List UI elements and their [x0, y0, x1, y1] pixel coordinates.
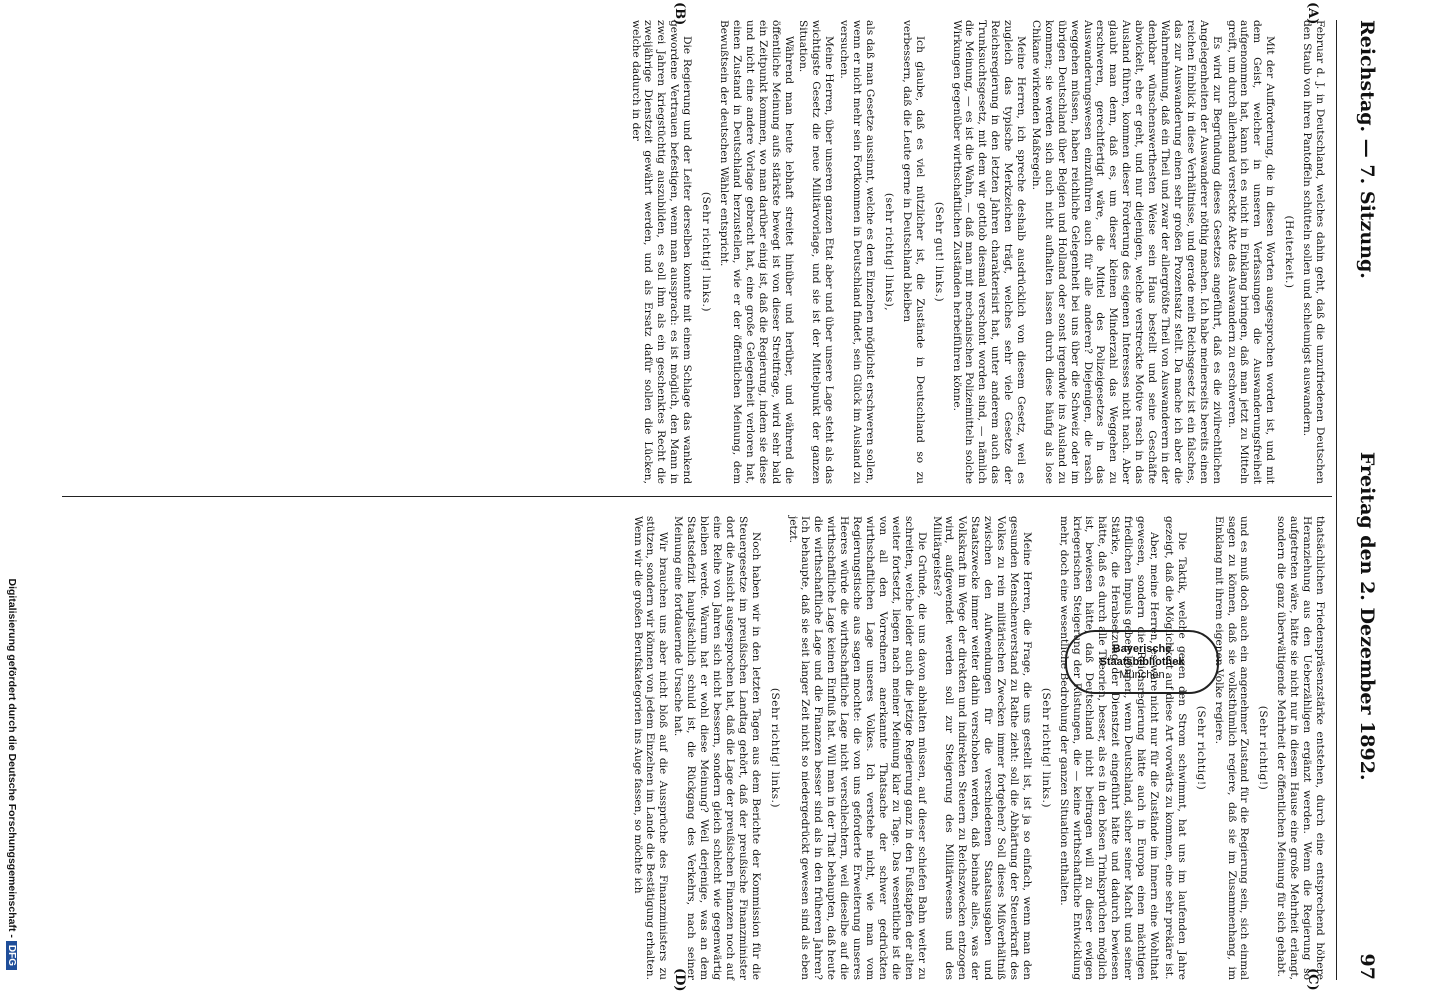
- dfg-badge: DFG: [6, 941, 17, 970]
- header-rule: [1336, 20, 1337, 980]
- right-reaction: (Sehr richtig!): [1194, 705, 1207, 791]
- right-paragraph: Aber, meine Herren, es wäre nicht nur für die Zustände im Innern eine Wohlthat gewesen, sondern die Reichsregierung hätte auch in Europa einen mächtigen friedlichen Impuls geben können, wenn Deutschland, sicher seiner Macht und seiner Stärke, die Herabsetzung der Dienstzeit eingeführt hätte und dadurch bewiesen hätte, daß es durch alle Theorien, besser, als es in den bösen Trinksprüchen möglich ist, bewiesen hätte, daß Deutschland nicht beitragen will zu dieser ewigen kriegerischen Steigerung der Rüstungen, die — keine wirthschaftliche Entwicklung mehr, doch eine wesentliche Bedrohung der ganzen Situation enthalten.: [1057, 516, 1161, 980]
- right-paragraph: Noch haben wir in den letzten Tagen aus dem Berichte der Kommission für die Steuergesetze im preußischen Landtag gehört, daß der preußische Finanzminister dort die Ansicht ausgesprochen hat, daß die Lage der preußischen Finanzen noch auf eine Reihe von Jahren sich nicht bessern, sondern gleich schlecht wie gegenwärtig bleiben werde. Warum hat er wohl diese Meinung? Weil derjenige, was an dem Staatsdefizit hauptsächlich schuld ist, die Rückgang des Verkehrs, nach seiner Meinung eine fortdauernde Ursache hat.: [672, 516, 762, 980]
- right-paragraph: Meine Herren, die Frage, die uns gestellt ist, ist ja so einfach, wenn man den gesunden Menschenverstand zu Rathe zieht: soll die Abhärtung der Steuerkraft des Volkes zu rein militärischen Zwecken immer fortgehen? Soll dieses Mißverhältniß zwischen den Aufwendungen für die verschiedenen Staatsausgaben und Staatszwecke immer weiter dahin verschoben werden, daß beinahe alles, was der Volkskraft im Wege der direkten und indirekten Steuern zu Reichszwecken entzogen wird, aufgewendet werden soll zur Steigerung des Militärwesens und des Militärgeistes?: [930, 516, 1033, 980]
- header-date: Freitag den 2. Dezember 1892.: [1356, 451, 1378, 781]
- column-divider: [62, 496, 1332, 497]
- left-paragraph: Ich glaube, daß es viel nützlicher ist, die Zustände in Deutschland so zu verbessern, daß die Leute gerne in Deutschland bleiben: [900, 20, 926, 484]
- stamp-line-3: München: [1119, 668, 1165, 681]
- left-paragraph: Während man heute lebhaft streitet hinüber und herüber, und während die öffentliche Meinung aufs stärkste bewegt ist von dieser Streitfrage, wird sehr bald ein Zeitpunkt kommen, wo man darüber einig ist, daß die Regierung, indem sie diese und nicht eine andere Vorlage gebracht hat, eine große Gelegenheit verloren hat, einen Zustand in Deutschland herzustellen, wie er der öffentlichen Meinung, dem Bewußtsein der deutschen Wähler entspricht.: [718, 20, 795, 484]
- left-paragraph: Es wird zur Begründung dieses Gesetzes angeführt, daß es die zivilrechtlichen Angelegenheiten der Auswanderer nöthig machen. Ich habe meinerseits bereits einen reichen Einblick in diese Verhältnisse, und gerade mein Reichsgesetz ist ein falsches, das zur Auswanderung einen sehr großen Prozentsatz stellt. Da mache ich aber die Wahrnehmung, daß ein Theil und zwar der allergrößte Theil von Auswanderern in der denkbar wünschenswerthesten Weise sein Haus bestellt und seine Geschäfte abwickelt, ehe er geht, und nur diejenigen, welche verstreckte Motive rasch in das Ausland führen, kommen dieser Forderung des eigenen Interesses nicht nach. Aber glaubt man denn, daß es, um dieser kleinen Minderzahl das Weggehen zu erschweren, gerechtfertigt wäre, die Mittel des Polizeigesetzes in das Auswanderungswesen einzuführen auch für alle anderen? Diejenigen, die rasch weggehen müssen, haben reichliche Gelegenheit bei uns über die Schweiz oder im übrigen Deutschland über Belgien und Holland oder sonst irgendwie ins Ausland zu kommen; sie werden sich auch nicht aufhalten lassen durch diese häufig als lose Chikane wirkenden Maßregeln.: [1029, 20, 1223, 484]
- left-column: [627, 20, 1326, 484]
- stamp-line-2: Staatsbibliothek: [1099, 655, 1185, 668]
- margin-mark-d: (D): [672, 968, 687, 992]
- right-reaction: (Sehr richtig!): [1257, 705, 1270, 791]
- left-paragraph: Die Regierung und der Leiter derselben konnte mit einem Schlage das wankend gewordene Vertrauen befestigen, wenn man aussprach: es ist möglich, den Mann in zwei Jahren kriegstüchtig auszubilden, es soll ihm als ein geschenktes Recht die zweijährige Dienstzeit gewährt werden, und als Ersatz dafür sollen die Lücken, welche dadurch in der: [629, 20, 694, 484]
- right-column: [629, 516, 1326, 980]
- margin-mark-b: (B): [672, 2, 687, 26]
- left-paragraph: Meine Herren, über unseren ganzen Etat aber und über unsere Lage steht als das wichtigste Gesetz die neue Militärvorlage, und sie ist der Mittelpunkt der ganzen Situation.: [797, 20, 836, 484]
- left-paragraph: Februar d. J. in Deutschland, welches dahin geht, daß die unzufriedenen Deutschen den Staub von ihren Pantoffeln schütteln sollen und schleunigst auswandern.: [1301, 20, 1326, 484]
- right-reaction: (Sehr richtig! links.): [768, 687, 781, 809]
- header-page-number: 97: [1356, 953, 1378, 980]
- right-paragraph: thatsächlichen Friedenspräsenzstärke entstehen, durch eine entsprechend höhere Heranziehung aus den Ueberzähligen ergänzt werden. Wenn die Regierung so aufgetreten wäre, hätte sie nicht nur in diesem Hause eine große Mehrheit erlangt, sondern die ganz überwältigende Mehrheit der öffentlichen Meinung für sich gehabt.: [1275, 516, 1326, 980]
- left-reaction: (Sehr richtig! links.): [700, 191, 713, 313]
- left-reaction: (Sehr gut! links.): [932, 201, 945, 303]
- header-session: Reichstag. — 7. Sitzung.: [1356, 20, 1378, 279]
- right-reaction: (Sehr richtig! links.): [1039, 687, 1052, 809]
- stamp-line-1: Bayerische: [1112, 642, 1172, 655]
- right-paragraph: Wir brauchen uns aber nicht bloß auf die Aussprüche des Finanzministers zu stützen, sondern wir können von jedem Einzelnen im Lande die Bestätigung erhalten. Wenn wir die großen Berufskategorien ins Auge fassen, so möchte ich: [631, 516, 670, 980]
- right-paragraph: und es muß doch auch ein angenehmer Zustand für die Regierung sein, sich einmal sagen zu können, daß sie volksthümlich regiere, daß sie im Zusammenhang, im Einklang mit ihrem eigenen Volke regiere.: [1212, 516, 1251, 980]
- left-paragraph: Meine Herren, ich spreche deshalb ausdrücklich von diesem Gesetz, weil es zugleich das typische Merkzeichen trägt, welches sehr viele Gesetze der Reichsregierung in den letzten Jahren charakterisirt hat, unter anderem auch das Trunksuchtsgesetz, mit dem wir gottlob diesmal verschont worden sind, — nämlich die Meinung, — es ist die Wahn, — daß man mit mechanischen Polizeimitteln solche Wirkungen gegenüber wirthschaftlichen Zuständen herbeiführen könne.: [950, 20, 1028, 484]
- right-paragraph: Die Gründe, die uns davon abhalten müssen, auf dieser schiefen Bahn weiter zu schreiten, welche leider auch die jetzige Regierung ganz in den Fußstapfen der alten weiter fortsetzt, liegen nach meiner Meinung klar zu Tage. Das wesentliche ist die von all den Vorrednern anerkannte Thatsache der schwer gedrückten wirthschaftlichen Lage unseres Volkes. Ich verstehe nicht, wie man vom Regierungstische aus sagen mochte: die von uns geforderte Erweiterung unseres Heeres würde die wirthschaftliche Lage nicht verschlechtern, weil dieselbe auf die wirthschaftliche Lage keinen Einfluß hat. Will man in der That behaupten, daß heute die wirthschaftliche Lage und die Finanzen besser sind als in den früheren Jahren? Ich behaupte, daß sie seit langer Zeit nicht so niedergedrückt gewesen sind als eben jetzt.: [786, 516, 928, 980]
- left-paragraph: als daß man Gesetze aussinnt, welche es dem Einzelnen möglichst erschweren sollen, wenn er nicht mehr sein Fortkommen in Deutschland findet, sein Glück im Ausland zu versuchen.: [838, 20, 876, 485]
- margin-mark-c: (C): [1305, 968, 1320, 991]
- page-header: [1342, 20, 1392, 980]
- right-paragraph: Die Taktik, welche gegen den Strom schwimmt, hat uns im laufenden Jahre gezeigt, daß die Möglichkeit auf diese Art vorwärts zu kommen, eine sehr prekäre ist.: [1162, 516, 1188, 980]
- library-stamp: [1065, 630, 1219, 694]
- left-reaction: (Heiterkeit.): [1283, 215, 1296, 289]
- margin-mark-a: (A): [1305, 2, 1320, 25]
- digitization-text: Digitalisierung gefördert durch die Deutsche Forschungsgemeinschaft -: [6, 578, 18, 938]
- left-paragraph: Mit der Aufforderung, die in diesen Worten ausgesprochen worden ist, und mit dem Geist, welcher in unseren Verfassungen die Auswanderungsfreiheit aufgenommen hat, kann ich es nicht in Einklang bringen, daß man jetzt zu Mitteln greift, um durch allerhand versteckte Akte das Auswandern zu erschweren.: [1225, 20, 1277, 484]
- digitization-note: [6, 30, 18, 970]
- left-reaction: (sehr richtig! links),: [882, 192, 895, 312]
